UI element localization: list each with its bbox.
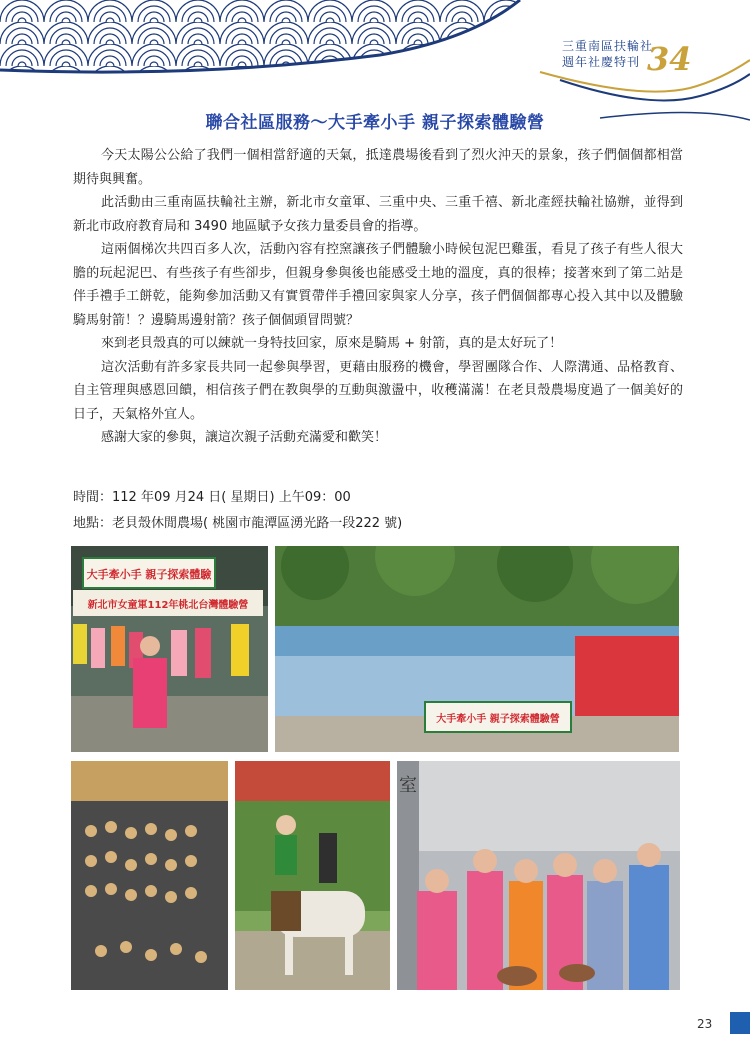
page-title: 聯合社區服務～大手牽小手 親子探索體驗營 [205,113,545,133]
page-number: 23 [697,1017,713,1031]
photo-clay-activity [397,761,680,990]
shed-sign: 室 [399,775,417,796]
anniversary-badge [562,38,692,78]
banner-text-1: 大手牽小手 親子探索體驗 [86,568,212,581]
photo-cookies [71,761,228,990]
paragraph-4: 來到老貝殼真的可以練就一身特技回家，原來是騎馬 + 射箭，真的是太好玩了！ [101,336,563,351]
banner-text-2: 新北市女童軍112年桃北台灣體驗營 [87,600,249,611]
photo-horse-riding [235,761,390,990]
paragraph-6: 感謝大家的參與，讓這次親子活動充滿愛和歡笑！ [101,430,388,445]
photo-opening-speech [71,546,268,752]
anniversary-number: 34 [647,40,692,78]
edition-name: 週年社慶特刊 [562,55,641,69]
article-body [73,144,683,450]
event-place: 地點：老貝殼休閒農場( 桃園市龍潭區湧光路一段222 號) [73,516,403,531]
photo-group [275,546,679,752]
event-time: 時間：112 年09 月24 日( 星期日) 上午09：00 [73,490,351,505]
org-name: 三重南區扶輪社 [562,39,654,53]
paragraph-3: 這兩個梯次共四百多人次，活動內容有控窯讓孩子們體驗小時候包泥巴雞蛋，看見了孩子有些人很大膽的玩起泥巴、有些孩子有些卻步，但親身參與後也能感受土地的溫度，真的很棒；接著來到了第二站是伴手禮手工餅乾，能夠參加活動又有實質帶伴手禮回家與家人分享，孩子們個個都專心投入其中以及體驗騎馬射箭！？邊騎馬邊射箭？孩子個個頭冒問號？ [73,242,683,328]
paragraph-2: 此活動由三重南區扶輪社主辦，新北市女童軍、三重中央、三重千禧、新北產經扶輪社協辦，並得到新北市政府教育局和 3490 地區賦予女孩力量委員會的指導。 [73,195,683,234]
paragraph-5: 這次活動有許多家長共同一起參與學習，更藉由服務的機會，學習團隊合作、人際溝通、品格教育、自主管理與感恩回饋，相信孩子們在教與學的互動與激盪中，收穫滿滿！在老貝殼農場度過了一個美好的日子，天氣格外宜人。 [73,359,683,422]
paragraph-1: 今天太陽公公給了我們一個相當舒適的天氣，抵達農場後看到了烈火沖天的景象，孩子們個個都相當期待與興奮。 [73,148,683,187]
page-tab [730,1012,750,1034]
group-banner-text: 大手牽小手 親子探索體驗營 [436,714,560,725]
